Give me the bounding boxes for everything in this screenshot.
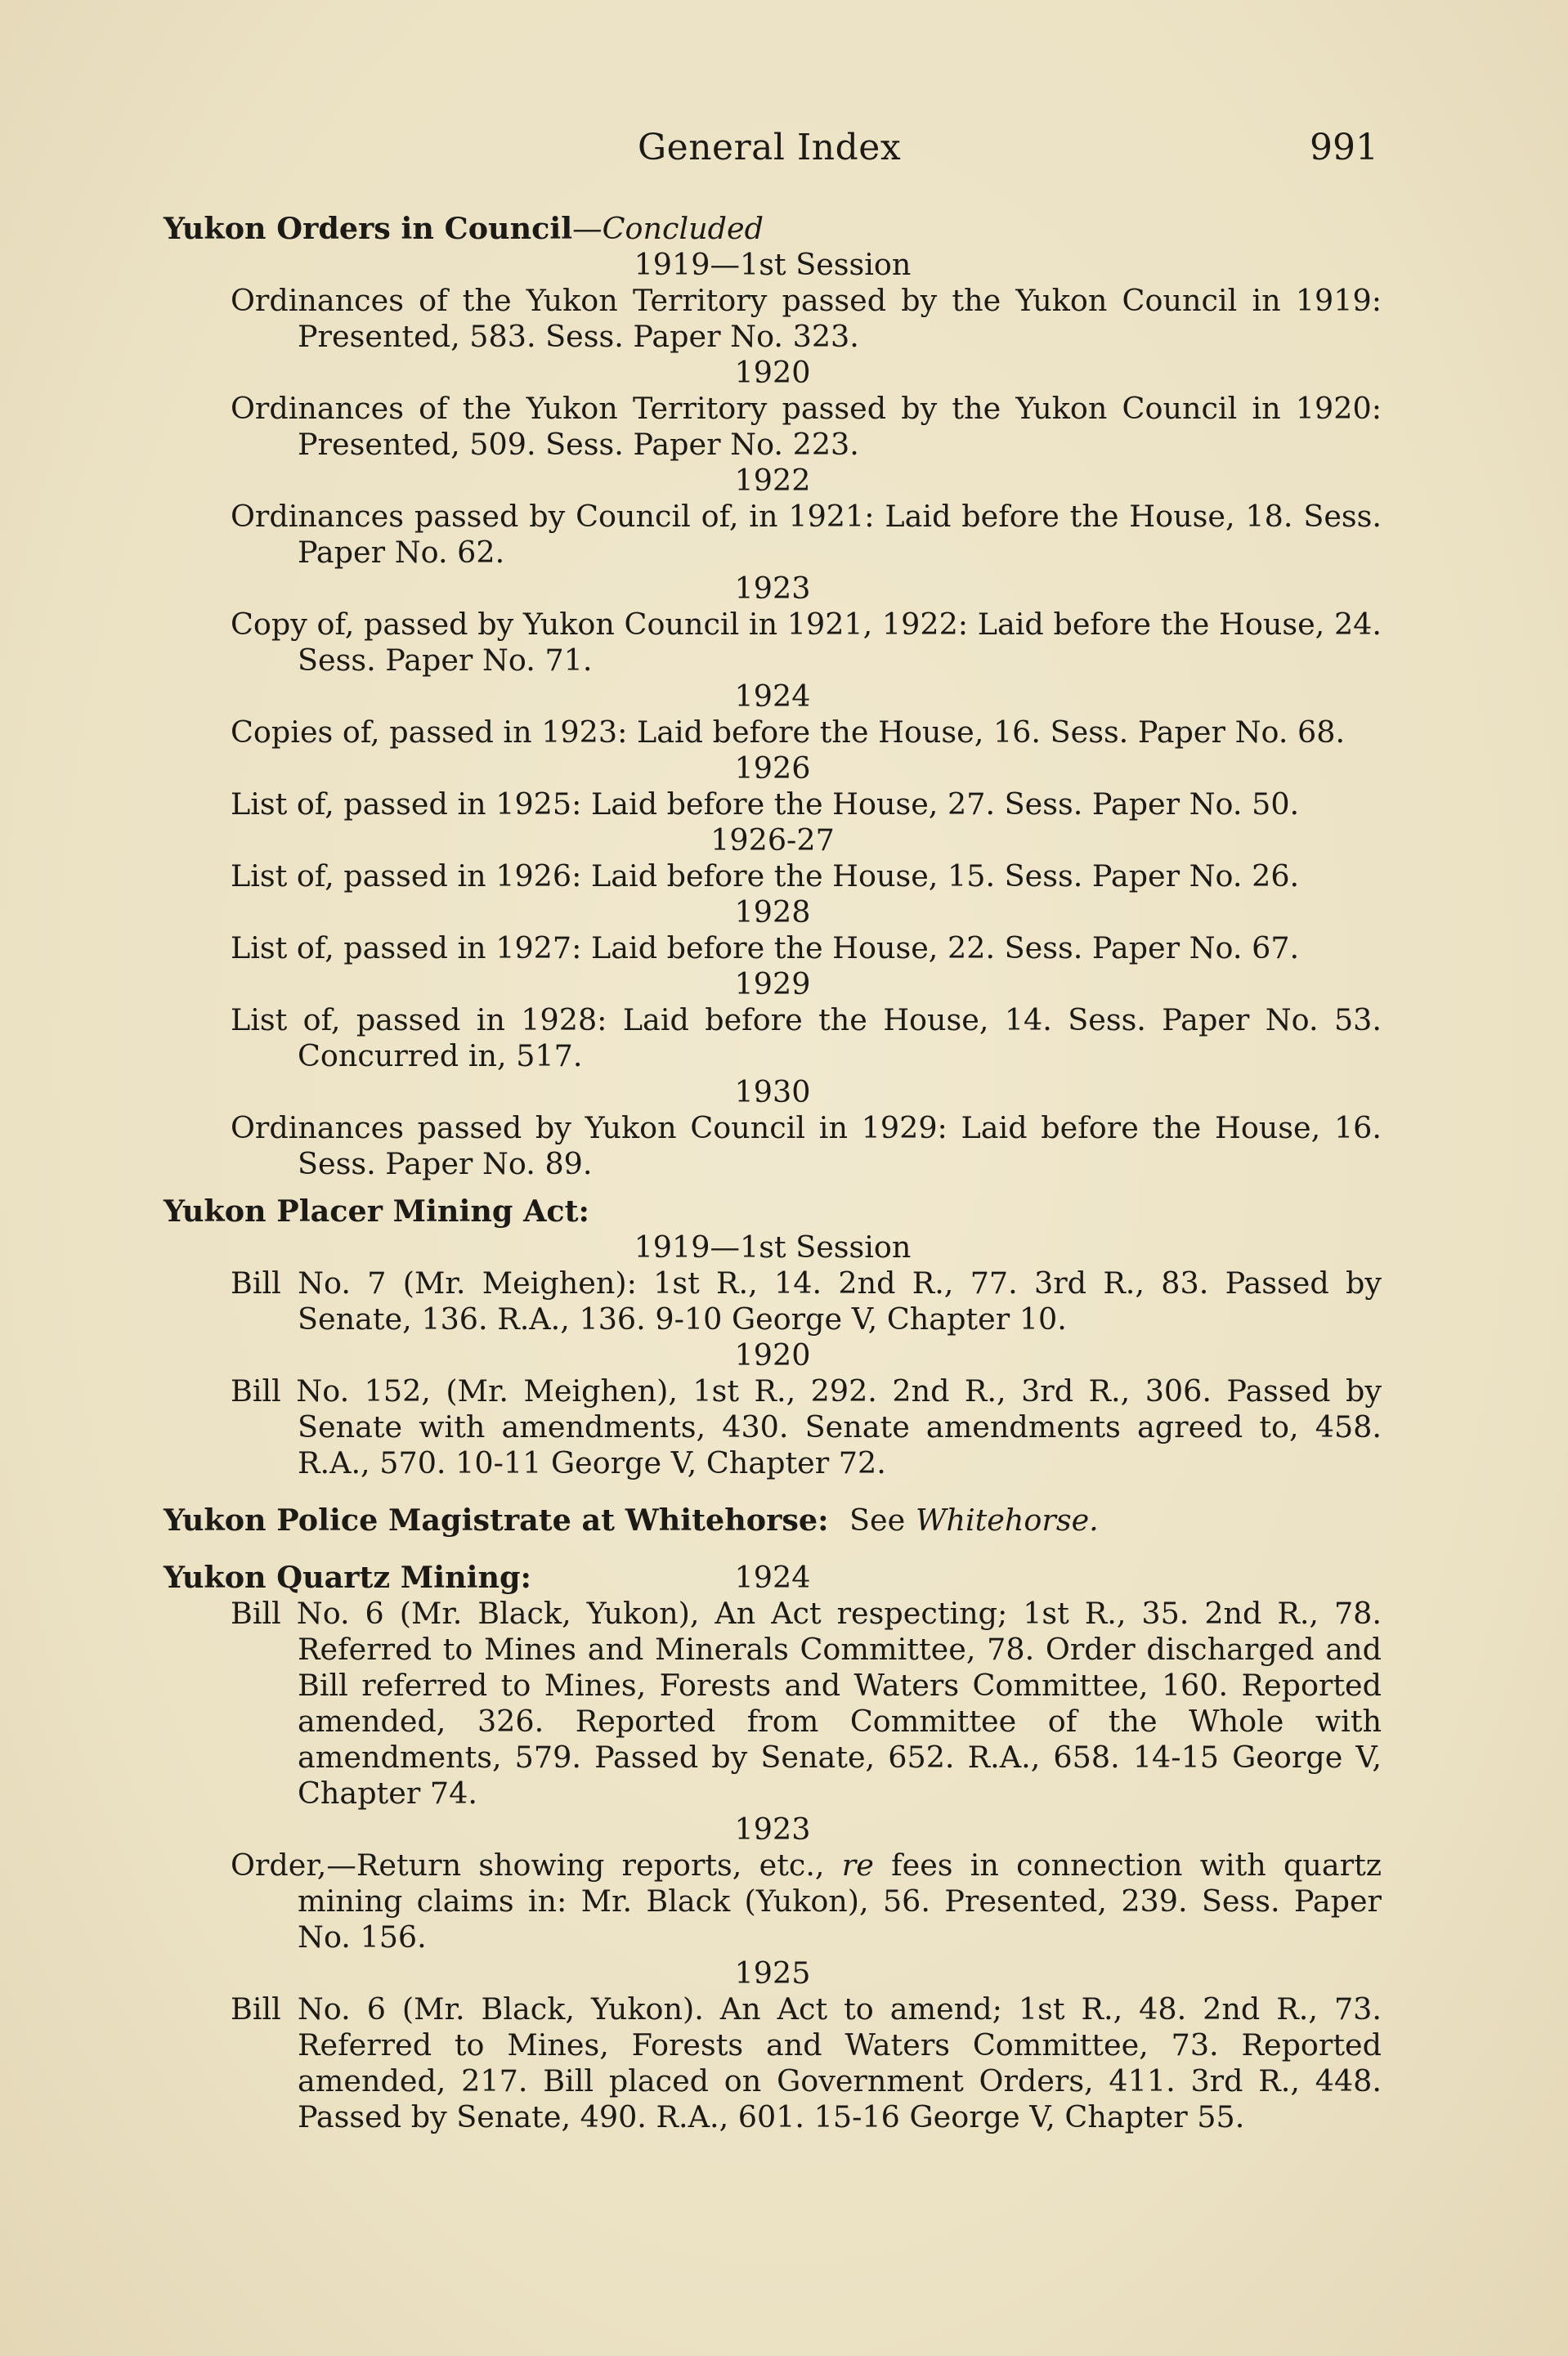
running-header [0, 127, 1568, 176]
year-label: 1922 [734, 463, 811, 498]
index-entry: List of, passed in 1925: Laid before the House, 27. Sess. Paper No. 50. [231, 786, 1300, 822]
see-reference: Whitehorse. [915, 1503, 1099, 1538]
page-number: 991 [1310, 127, 1378, 168]
index-entry [231, 1848, 1382, 1955]
header-title: General Index [638, 127, 902, 168]
year-label: 1928 [734, 894, 811, 929]
index-entry: Bill No. 6 (Mr. Black, Yukon). An Act to amend; 1st R., 48. 2nd R., 73. Referred to Mines, Forests and Waters Committee, 73. Reported amended, 217. Bill placed on Government Orders, 411. 3rd R., 448. Passed by Senate, 490. R.A., 601. 15-16 George V, Chapter 55. [231, 1991, 1382, 2134]
index-entry: List of, passed in 1926: Laid before the House, 15. Sess. Paper No. 26. [231, 858, 1300, 894]
entry-text: Order,—Return showing reports, etc., [231, 1848, 825, 1883]
index-entry: List of, passed in 1927: Laid before the House, 22. Sess. Paper No. 67. [231, 930, 1300, 965]
year-label: 1919—1st Session [634, 247, 912, 282]
index-content [164, 211, 1382, 2135]
index-entry: Bill No. 152, (Mr. Meighen), 1st R., 292. 2nd R., 3rd R., 306. Passed by Senate with amendments, 430. Senate amendments agreed to, 458. R.A., 570. 10-11 George V, Chapter 72. [231, 1373, 1382, 1480]
index-entry: Copy of, passed by Yukon Council in 1921, 1922: Laid before the House, 24. Sess. Paper No. 71. [231, 607, 1382, 678]
heading-suffix: —Concluded [572, 211, 764, 246]
heading-text: Yukon Police Magistrate at Whitehorse: [164, 1503, 829, 1538]
year-label: 1926-27 [710, 822, 835, 858]
entry-italic-re: re [841, 1848, 874, 1883]
index-entry: Copies of, passed in 1923: Laid before the House, 16. Sess. Paper No. 68. [231, 714, 1346, 750]
year-label: 1923 [734, 571, 811, 606]
quartz-heading-row [164, 1560, 1382, 1596]
heading-text: Yukon Orders in Council [164, 211, 573, 246]
see-label: See [849, 1503, 906, 1538]
section-heading-placer: Yukon Placer Mining Act: [164, 1194, 589, 1229]
index-entry: Bill No. 6 (Mr. Black, Yukon), An Act respecting; 1st R., 35. 2nd R., 78. Referred to Mines and Minerals Committee, 78. Order discharged and Bill referred to Mines, Forests and Waters Committee, 160. Reported amended, 326. Reported from Committee of the Whole with amendments, 579. Passed by Senate, 652. R.A., 658. 14-15 George V, Chapter 74. [231, 1596, 1382, 1811]
year-label: 1929 [734, 966, 811, 1001]
index-entry: List of, passed in 1928: Laid before the House, 14. Sess. Paper No. 53. Concurred in, 517. [231, 1002, 1382, 1073]
section-heading-orders [164, 211, 1382, 247]
index-entry: Ordinances passed by Yukon Council in 1929: Laid before the House, 16. Sess. Paper No. 89. [231, 1110, 1382, 1181]
year-label: 1920 [734, 355, 811, 390]
year-label: 1919—1st Session [634, 1230, 912, 1265]
year-label: 1925 [734, 1955, 811, 1991]
index-entry: Ordinances of the Yukon Territory passed by the Yukon Council in 1920: Presented, 509. Sess. Paper No. 223. [231, 391, 1382, 462]
year-label: 1924 [734, 679, 811, 714]
index-entry: Bill No. 7 (Mr. Meighen): 1st R., 14. 2nd R., 77. 3rd R., 83. Passed by Senate, 136. R.A., 136. 9-10 George V, Chapter 10. [231, 1265, 1382, 1337]
section-heading-police [164, 1503, 1382, 1539]
index-entry: Ordinances of the Yukon Territory passed by the Yukon Council in 1919: Presented, 583. Sess. Paper No. 323. [231, 283, 1382, 354]
year-label: 1923 [734, 1812, 811, 1847]
section-heading-quartz: Yukon Quartz Mining: [164, 1560, 532, 1595]
year-label: 1924 [734, 1560, 811, 1595]
year-label: 1920 [734, 1337, 811, 1373]
entry-text: fees in connection with quartz mining claims in: Mr. Black (Yukon), 56. Presented, 239. Sess. Paper No. 156. [298, 1848, 1382, 1955]
year-label: 1926 [734, 750, 811, 786]
year-label: 1930 [734, 1074, 811, 1109]
index-entry: Ordinances passed by Council of, in 1921: Laid before the House, 18. Sess. Paper No. 62. [231, 499, 1382, 570]
